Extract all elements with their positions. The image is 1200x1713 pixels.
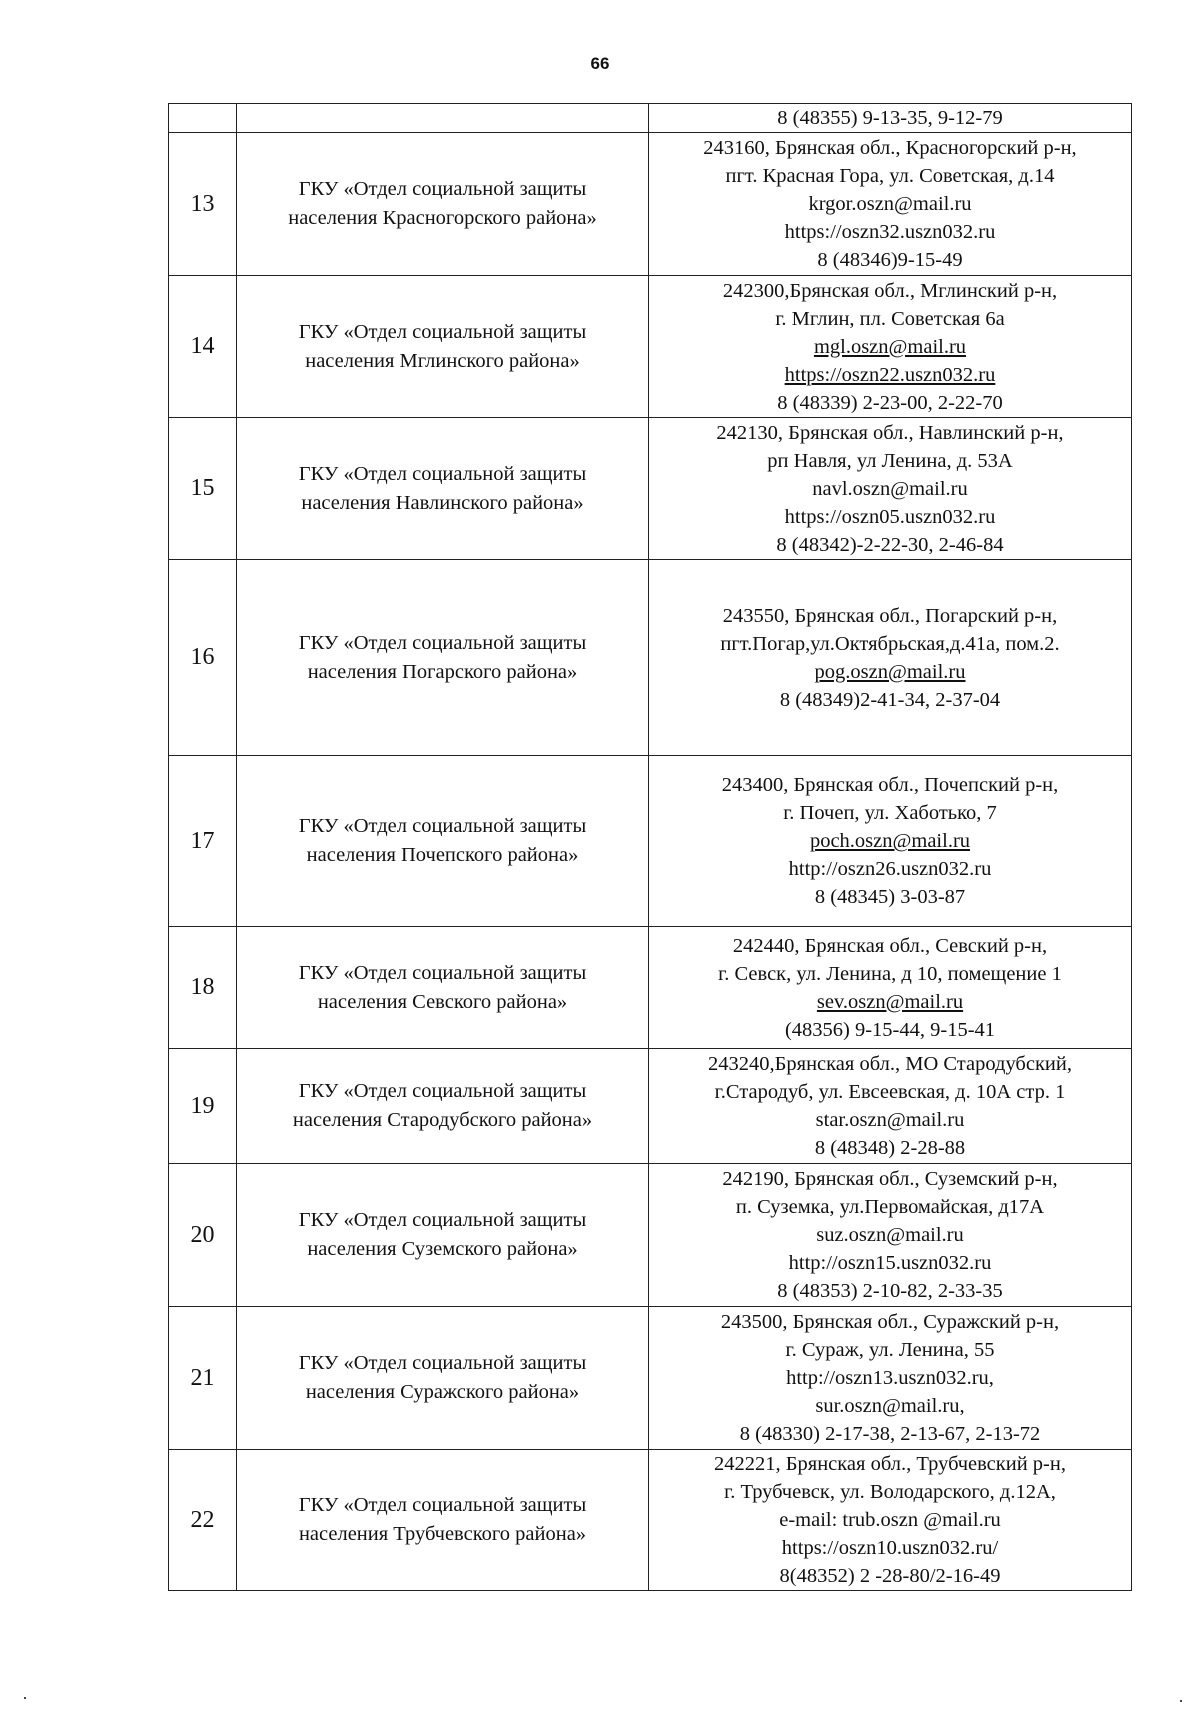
contact-line: г. Почеп, ул. Хаботько, 7: [783, 802, 997, 824]
table-row: [169, 927, 1132, 1049]
organization-cell: [237, 276, 649, 418]
organization-cell: [237, 756, 649, 927]
organization-name-line: ГКУ «Отдел социальной защиты: [298, 462, 587, 485]
contact-line: 8(48352) 2 -28-80/2-16-49: [779, 1565, 1001, 1587]
organization-name-line: ГКУ «Отдел социальной защиты: [298, 320, 587, 343]
contact-line: 242130, Брянская обл., Навлинский р-н,: [716, 421, 1064, 444]
contact-line: sur.oszn@mail.ru,: [815, 1395, 965, 1417]
organization-cell: [237, 1164, 649, 1307]
contact-line: 8 (48348) 2-28-88: [814, 1137, 966, 1159]
contact-line: 242221, Брянская обл., Трубчевский р-н,: [714, 1453, 1066, 1475]
organization-name-line: ГКУ «Отдел социальной защиты: [298, 178, 587, 200]
contact-cell: [649, 1450, 1132, 1591]
contact-line: star.oszn@mail.ru: [815, 1109, 965, 1131]
table-row: [169, 133, 1132, 276]
contact-line: 8 (48346)9-15-49: [817, 249, 963, 271]
contact-cell: [649, 560, 1132, 756]
contact-line: sev.oszn@mail.ru: [816, 990, 964, 1013]
table-row: [169, 1049, 1132, 1164]
contact-line: г. Севск, ул. Ленина, д 10, помещение 1: [718, 962, 1062, 985]
table-body: [169, 104, 1132, 1591]
scan-speck: [24, 1697, 26, 1699]
row-number: 16: [169, 560, 237, 756]
contact-line: 243160, Брянская обл., Красногорский р-н,: [703, 137, 1077, 159]
organization-cell: [237, 1450, 649, 1591]
organization-name-line: ГКУ «Отдел социальной защиты: [298, 631, 587, 654]
contact-line: http://oszn26.uszn032.ru: [788, 858, 992, 880]
contact-line: http://oszn15.uszn032.ru: [788, 1252, 992, 1274]
contact-line: 243400, Брянская обл., Почепский р-н,: [721, 774, 1059, 796]
contact-line: 242440, Брянская обл., Севский р-н,: [732, 934, 1048, 957]
contact-line: г. Мглин, пл. Советская 6а: [775, 307, 1005, 330]
organization-name-line: ГКУ «Отдел социальной защиты: [298, 1494, 587, 1516]
contact-line: navl.oszn@mail.ru: [812, 477, 968, 500]
contact-line: г.Стародуб, ул. Евсеевская, д. 10А стр. 1: [714, 1081, 1066, 1103]
organization-name-line: ГКУ «Отдел социальной защиты: [298, 961, 587, 984]
contact-cell: [649, 1307, 1132, 1450]
contact-line: https://oszn32.uszn032.ru: [784, 221, 996, 243]
contact-line: 242300,Брянская обл., Мглинский р-н,: [722, 279, 1058, 302]
contact-line: 8 (48353) 2-10-82, 2-33-35: [777, 1280, 1003, 1302]
organization-cell: [237, 133, 649, 276]
contact-line: 8 (48355) 9-13-35, 9-12-79: [777, 107, 1003, 129]
contact-line: poch.oszn@mail.ru: [809, 830, 971, 852]
contact-line: 243550, Брянская обл., Погарский р-н,: [722, 604, 1058, 627]
contact-cell: [649, 1049, 1132, 1164]
contact-line: http://oszn13.uszn032.ru,: [786, 1367, 994, 1389]
scan-speck: [1180, 1700, 1182, 1702]
contact-line: 243240,Брянская обл., МО Стародубский,: [708, 1053, 1072, 1075]
contact-cell: [649, 133, 1132, 276]
contact-cell: [649, 1164, 1132, 1307]
contact-line: https://oszn05.uszn032.ru: [784, 505, 996, 528]
contact-line: п. Суземка, ул.Первомайская, д17А: [735, 1196, 1045, 1218]
contacts-table: [168, 103, 1132, 1591]
contact-line: 8 (48342)-2-22-30, 2-46-84: [776, 533, 1004, 556]
contact-line: рп Навля, ул Ленина, д. 53А: [767, 449, 1013, 472]
row-number: 22: [169, 1450, 237, 1591]
row-number: 15: [169, 418, 237, 560]
organization-name-line: ГКУ «Отдел социальной защиты: [298, 1209, 587, 1231]
organization-name-line: населения Навлинского района»: [301, 491, 584, 514]
table-row: [169, 418, 1132, 560]
contact-line: krgor.oszn@mail.ru: [808, 193, 972, 215]
organization-cell: [237, 418, 649, 560]
contact-line: г. Трубчевск, ул. Володарского, д.12А,: [724, 1481, 1056, 1503]
table-row-continued: [169, 104, 1132, 133]
contact-line: 8 (48339) 2-23-00, 2-22-70: [777, 391, 1003, 414]
row-number: 19: [169, 1049, 237, 1164]
row-number: 20: [169, 1164, 237, 1307]
contact-line: 8 (48345) 3-03-87: [814, 886, 966, 908]
row-number: 14: [169, 276, 237, 418]
contact-line: pog.oszn@mail.ru: [814, 660, 966, 683]
table-row: [169, 276, 1132, 418]
organization-name-line: населения Красногорского района»: [288, 207, 597, 229]
contact-line: suz.oszn@mail.ru: [816, 1224, 964, 1246]
organization-name-line: населения Суземского района»: [307, 1238, 578, 1260]
contact-cell: [649, 104, 1132, 133]
organization-cell: [237, 1049, 649, 1164]
organization-name-line: ГКУ «Отдел социальной защиты: [298, 815, 587, 837]
contact-line: пгт. Красная Гора, ул. Советская, д.14: [725, 165, 1055, 187]
contact-line: г. Сураж, ул. Ленина, 55: [785, 1339, 995, 1361]
row-number: 21: [169, 1307, 237, 1450]
organization-name-line: населения Стародубского района»: [292, 1109, 593, 1131]
organization-name-line: населения Севского района»: [317, 990, 568, 1013]
row-number: 18: [169, 927, 237, 1049]
table-row: [169, 1450, 1132, 1591]
table-row: [169, 560, 1132, 756]
contact-line: (48356) 9-15-44, 9-15-41: [784, 1018, 996, 1041]
table-row: [169, 1164, 1132, 1307]
contact-line: пгт.Погар,ул.Октябрьская,д.41а, пом.2.: [720, 632, 1060, 655]
organization-name-line: населения Погарского района»: [307, 660, 578, 683]
contact-line: https://oszn22.uszn032.ru: [784, 363, 996, 386]
organization-name-line: ГКУ «Отдел социальной защиты: [298, 1080, 587, 1102]
contact-line: mgl.oszn@mail.ru: [813, 335, 967, 358]
organization-cell: [237, 1307, 649, 1450]
organization-cell: [237, 104, 649, 133]
row-number: 17: [169, 756, 237, 927]
table-row: [169, 1307, 1132, 1450]
organization-cell: [237, 927, 649, 1049]
organization-name-line: населения Суражского района»: [305, 1381, 580, 1403]
contact-line: 8 (48330) 2-17-38, 2-13-67, 2-13-72: [739, 1423, 1041, 1445]
organization-name-line: населения Трубчевского района»: [298, 1523, 587, 1545]
contact-cell: [649, 756, 1132, 927]
contact-line: 8 (48349)2-41-34, 2-37-04: [779, 688, 1001, 711]
page-number: 66: [590, 54, 610, 73]
number-cell: [169, 104, 237, 133]
contact-line: 242190, Брянская обл., Суземский р-н,: [722, 1168, 1058, 1190]
organization-cell: [237, 560, 649, 756]
row-number: 13: [169, 133, 237, 276]
contact-line: https://oszn10.uszn032.ru/: [781, 1537, 999, 1559]
contact-line: 243500, Брянская обл., Суражский р-н,: [720, 1311, 1060, 1333]
organization-name-line: населения Мглинского района»: [305, 349, 580, 372]
contact-cell: [649, 927, 1132, 1049]
organization-name-line: ГКУ «Отдел социальной защиты: [298, 1352, 587, 1374]
table-row: [169, 756, 1132, 927]
contact-cell: [649, 276, 1132, 418]
contact-cell: [649, 418, 1132, 560]
organization-name-line: населения Почепского района»: [306, 844, 579, 866]
contact-line: e-mail: trub.oszn @mail.ru: [779, 1509, 1001, 1531]
